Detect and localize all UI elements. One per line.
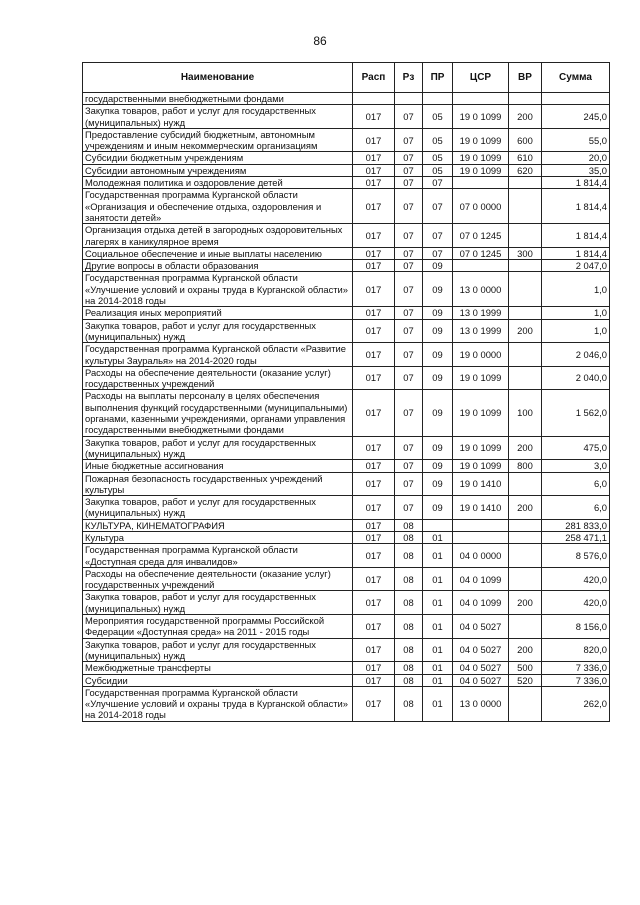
table-row <box>83 164 610 176</box>
cell-name: Субсидии бюджетным учреждениям <box>83 152 353 164</box>
cell-pr: 05 <box>423 128 453 152</box>
cell-pr: 01 <box>423 638 453 662</box>
cell-sum: 1 814,4 <box>542 189 610 224</box>
table-row <box>83 366 610 390</box>
cell-sum: 1,0 <box>542 272 610 307</box>
cell-pr: 07 <box>423 247 453 259</box>
table-row <box>83 189 610 224</box>
cell-pr: 01 <box>423 567 453 591</box>
cell-vr: 300 <box>509 247 542 259</box>
cell-rz: 08 <box>395 674 423 686</box>
cell-rasp: 017 <box>353 472 395 496</box>
cell-pr: 01 <box>423 544 453 568</box>
cell-rasp: 017 <box>353 674 395 686</box>
cell-vr <box>509 343 542 367</box>
cell-csr: 19 0 1410 <box>453 496 509 520</box>
cell-pr: 09 <box>423 319 453 343</box>
cell-rz: 07 <box>395 390 423 436</box>
cell-rz: 08 <box>395 567 423 591</box>
header-csr: ЦСР <box>453 63 509 93</box>
cell-name: Закупка товаров, работ и услуг для государственных (муниципальных) нужд <box>83 591 353 615</box>
cell-rz: 07 <box>395 164 423 176</box>
cell-name: Социальное обеспечение и иные выплаты населению <box>83 247 353 259</box>
table-header-row <box>83 63 610 93</box>
cell-rasp: 017 <box>353 272 395 307</box>
cell-name: Межбюджетные трансферты <box>83 662 353 674</box>
cell-pr: 09 <box>423 390 453 436</box>
cell-name: Закупка товаров, работ и услуг для государственных (муниципальных) нужд <box>83 319 353 343</box>
cell-name: Закупка товаров, работ и услуг для государственных (муниципальных) нужд <box>83 436 353 460</box>
cell-rz <box>395 93 423 105</box>
cell-csr: 04 0 5027 <box>453 674 509 686</box>
table-row <box>83 472 610 496</box>
cell-sum: 6,0 <box>542 496 610 520</box>
cell-name: Государственная программа Курганской области «Улучшение условий и охраны труда в Курганской области» на 2014-2018 годы <box>83 272 353 307</box>
cell-sum: 8 156,0 <box>542 615 610 639</box>
cell-pr: 05 <box>423 152 453 164</box>
cell-vr: 200 <box>509 436 542 460</box>
cell-csr: 19 0 1099 <box>453 152 509 164</box>
table-row <box>83 128 610 152</box>
cell-rz: 08 <box>395 531 423 543</box>
table-row <box>83 272 610 307</box>
budget-table <box>82 62 610 722</box>
cell-pr <box>423 93 453 105</box>
cell-pr <box>423 519 453 531</box>
cell-name: Субсидии автономным учреждениям <box>83 164 353 176</box>
cell-rasp: 017 <box>353 390 395 436</box>
cell-rasp: 017 <box>353 177 395 189</box>
cell-csr <box>453 260 509 272</box>
cell-sum: 7 336,0 <box>542 662 610 674</box>
cell-csr: 19 0 1099 <box>453 436 509 460</box>
table-row <box>83 152 610 164</box>
cell-pr: 01 <box>423 674 453 686</box>
cell-sum: 3,0 <box>542 460 610 472</box>
cell-pr: 01 <box>423 615 453 639</box>
cell-rasp: 017 <box>353 164 395 176</box>
table-row <box>83 247 610 259</box>
cell-rasp: 017 <box>353 224 395 248</box>
cell-name: Мероприятия государственной программы Российской Федерации «Доступная среда» на 2011 - 2015 годы <box>83 615 353 639</box>
cell-csr: 13 0 0000 <box>453 272 509 307</box>
cell-rasp: 017 <box>353 247 395 259</box>
cell-csr: 13 0 1999 <box>453 307 509 319</box>
cell-rz: 07 <box>395 260 423 272</box>
cell-rz: 08 <box>395 686 423 721</box>
cell-rasp: 017 <box>353 531 395 543</box>
header-sum: Сумма <box>542 63 610 93</box>
cell-pr: 09 <box>423 472 453 496</box>
cell-vr: 600 <box>509 128 542 152</box>
cell-name: Государственная программа Курганской области «Развитие культуры Зауралья» на 2014-2020 годы <box>83 343 353 367</box>
cell-vr: 500 <box>509 662 542 674</box>
table-row <box>83 307 610 319</box>
cell-csr: 19 0 1099 <box>453 460 509 472</box>
cell-pr: 09 <box>423 307 453 319</box>
cell-vr: 200 <box>509 319 542 343</box>
cell-csr: 13 0 0000 <box>453 686 509 721</box>
cell-rasp: 017 <box>353 544 395 568</box>
cell-sum: 2 040,0 <box>542 366 610 390</box>
cell-vr <box>509 544 542 568</box>
cell-name: Иные бюджетные ассигнования <box>83 460 353 472</box>
cell-sum: 8 576,0 <box>542 544 610 568</box>
cell-sum: 262,0 <box>542 686 610 721</box>
cell-csr: 19 0 1099 <box>453 390 509 436</box>
cell-csr: 19 0 0000 <box>453 343 509 367</box>
cell-rz: 07 <box>395 152 423 164</box>
table-row <box>83 519 610 531</box>
cell-sum: 1 814,4 <box>542 224 610 248</box>
cell-name: КУЛЬТУРА, КИНЕМАТОГРАФИЯ <box>83 519 353 531</box>
cell-name: Закупка товаров, работ и услуг для государственных (муниципальных) нужд <box>83 496 353 520</box>
cell-csr <box>453 177 509 189</box>
cell-name: Государственная программа Курганской области «Организация и обеспечение отдыха, оздоровления и занятости детей» <box>83 189 353 224</box>
cell-name: Государственная программа Курганской области «Доступная среда для инвалидов» <box>83 544 353 568</box>
cell-rz: 07 <box>395 177 423 189</box>
cell-vr: 200 <box>509 496 542 520</box>
table-row <box>83 319 610 343</box>
cell-sum <box>542 93 610 105</box>
header-name: Наименование <box>83 63 353 93</box>
cell-name: Культура <box>83 531 353 543</box>
cell-pr: 05 <box>423 105 453 129</box>
cell-sum: 20,0 <box>542 152 610 164</box>
table-row <box>83 567 610 591</box>
cell-rz: 07 <box>395 472 423 496</box>
cell-csr <box>453 519 509 531</box>
cell-pr: 01 <box>423 662 453 674</box>
cell-rz: 08 <box>395 638 423 662</box>
cell-sum: 2 046,0 <box>542 343 610 367</box>
cell-rasp: 017 <box>353 686 395 721</box>
cell-rz: 07 <box>395 105 423 129</box>
cell-vr: 200 <box>509 105 542 129</box>
table-row <box>83 496 610 520</box>
cell-rasp: 017 <box>353 567 395 591</box>
cell-csr <box>453 93 509 105</box>
cell-vr <box>509 531 542 543</box>
cell-rasp: 017 <box>353 436 395 460</box>
cell-sum: 1 814,4 <box>542 177 610 189</box>
cell-vr: 620 <box>509 164 542 176</box>
cell-pr: 09 <box>423 272 453 307</box>
table-row <box>83 460 610 472</box>
cell-rasp: 017 <box>353 615 395 639</box>
cell-name: Молодежная политика и оздоровление детей <box>83 177 353 189</box>
cell-csr: 19 0 1099 <box>453 128 509 152</box>
cell-pr: 09 <box>423 496 453 520</box>
cell-rz: 08 <box>395 544 423 568</box>
cell-sum: 820,0 <box>542 638 610 662</box>
cell-name: Закупка товаров, работ и услуг для государственных (муниципальных) нужд <box>83 105 353 129</box>
cell-sum: 420,0 <box>542 567 610 591</box>
cell-rz: 07 <box>395 224 423 248</box>
cell-name: Субсидии <box>83 674 353 686</box>
cell-csr: 19 0 1099 <box>453 366 509 390</box>
cell-rz: 07 <box>395 189 423 224</box>
table-row <box>83 105 610 129</box>
cell-vr <box>509 177 542 189</box>
cell-rz: 07 <box>395 247 423 259</box>
cell-sum: 475,0 <box>542 436 610 460</box>
cell-pr: 07 <box>423 189 453 224</box>
table-row <box>83 343 610 367</box>
header-pr: ПР <box>423 63 453 93</box>
cell-rasp: 017 <box>353 638 395 662</box>
cell-rasp: 017 <box>353 189 395 224</box>
cell-rz: 08 <box>395 662 423 674</box>
cell-name: Расходы на обеспечение деятельности (оказание услуг) государственных учреждений <box>83 366 353 390</box>
cell-pr: 09 <box>423 460 453 472</box>
cell-vr: 520 <box>509 674 542 686</box>
cell-csr: 04 0 5027 <box>453 662 509 674</box>
cell-vr <box>509 189 542 224</box>
cell-rz: 08 <box>395 591 423 615</box>
table-row <box>83 674 610 686</box>
cell-vr <box>509 307 542 319</box>
cell-csr: 19 0 1099 <box>453 164 509 176</box>
cell-vr <box>509 224 542 248</box>
cell-csr: 04 0 0000 <box>453 544 509 568</box>
cell-rasp: 017 <box>353 319 395 343</box>
header-vr: ВР <box>509 63 542 93</box>
cell-rasp: 017 <box>353 343 395 367</box>
cell-sum: 55,0 <box>542 128 610 152</box>
cell-csr: 04 0 1099 <box>453 591 509 615</box>
cell-sum: 6,0 <box>542 472 610 496</box>
cell-pr: 09 <box>423 260 453 272</box>
table-row <box>83 544 610 568</box>
cell-name: Другие вопросы в области образования <box>83 260 353 272</box>
cell-vr <box>509 567 542 591</box>
cell-sum: 420,0 <box>542 591 610 615</box>
cell-name: Организация отдыха детей в загородных оздоровительных лагерях в каникулярное время <box>83 224 353 248</box>
cell-sum: 1 814,4 <box>542 247 610 259</box>
table-row <box>83 615 610 639</box>
cell-vr <box>509 272 542 307</box>
cell-rz: 08 <box>395 615 423 639</box>
cell-rz: 07 <box>395 128 423 152</box>
cell-rasp: 017 <box>353 105 395 129</box>
page-number: 86 <box>313 34 327 48</box>
cell-pr: 07 <box>423 224 453 248</box>
cell-csr: 04 0 1099 <box>453 567 509 591</box>
cell-csr: 07 0 1245 <box>453 224 509 248</box>
cell-rasp: 017 <box>353 496 395 520</box>
table-row <box>83 638 610 662</box>
cell-vr <box>509 519 542 531</box>
cell-rasp <box>353 93 395 105</box>
cell-name: Расходы на обеспечение деятельности (оказание услуг) государственных учреждений <box>83 567 353 591</box>
cell-name: Закупка товаров, работ и услуг для государственных (муниципальных) нужд <box>83 638 353 662</box>
table-row <box>83 686 610 721</box>
cell-rz: 07 <box>395 307 423 319</box>
cell-sum: 7 336,0 <box>542 674 610 686</box>
cell-name: государственными внебюджетными фондами <box>83 93 353 105</box>
cell-sum: 1,0 <box>542 319 610 343</box>
cell-pr: 09 <box>423 366 453 390</box>
cell-vr: 610 <box>509 152 542 164</box>
cell-rasp: 017 <box>353 519 395 531</box>
table-row <box>83 531 610 543</box>
table-row <box>83 662 610 674</box>
table-row <box>83 177 610 189</box>
cell-vr <box>509 366 542 390</box>
cell-csr: 04 0 5027 <box>453 638 509 662</box>
cell-rasp: 017 <box>353 591 395 615</box>
cell-sum: 2 047,0 <box>542 260 610 272</box>
cell-name: Реализация иных мероприятий <box>83 307 353 319</box>
cell-pr: 09 <box>423 343 453 367</box>
cell-rasp: 017 <box>353 307 395 319</box>
header-rasp: Расп <box>353 63 395 93</box>
cell-rasp: 017 <box>353 260 395 272</box>
cell-rasp: 017 <box>353 152 395 164</box>
cell-vr: 800 <box>509 460 542 472</box>
table-row <box>83 591 610 615</box>
cell-rz: 07 <box>395 460 423 472</box>
cell-csr: 07 0 1245 <box>453 247 509 259</box>
table-row <box>83 390 610 436</box>
cell-sum: 258 471,1 <box>542 531 610 543</box>
cell-name: Пожарная безопасность государственных учреждений культуры <box>83 472 353 496</box>
cell-rz: 07 <box>395 436 423 460</box>
cell-pr: 07 <box>423 177 453 189</box>
cell-rasp: 017 <box>353 128 395 152</box>
cell-csr: 13 0 1999 <box>453 319 509 343</box>
cell-vr <box>509 686 542 721</box>
cell-rasp: 017 <box>353 366 395 390</box>
cell-csr: 04 0 5027 <box>453 615 509 639</box>
cell-vr <box>509 472 542 496</box>
cell-sum: 1,0 <box>542 307 610 319</box>
cell-name: Расходы на выплаты персоналу в целях обеспечения выполнения функций государственными (муниципальными) органами, казенными учреждениями, органами управления государственными внебюджетными фондами <box>83 390 353 436</box>
cell-rz: 07 <box>395 272 423 307</box>
cell-rasp: 017 <box>353 662 395 674</box>
cell-vr <box>509 615 542 639</box>
cell-pr: 01 <box>423 531 453 543</box>
cell-rz: 07 <box>395 343 423 367</box>
table-row <box>83 224 610 248</box>
cell-name: Государственная программа Курганской области «Улучшение условий и охраны труда в Курганской области» на 2014-2018 годы <box>83 686 353 721</box>
cell-sum: 245,0 <box>542 105 610 129</box>
cell-vr <box>509 93 542 105</box>
table-row <box>83 436 610 460</box>
table-row <box>83 93 610 105</box>
cell-sum: 281 833,0 <box>542 519 610 531</box>
header-rz: Рз <box>395 63 423 93</box>
cell-rz: 07 <box>395 496 423 520</box>
cell-name: Предоставление субсидий бюджетным, автономным учреждениям и иным некоммерческим организациям <box>83 128 353 152</box>
cell-vr: 100 <box>509 390 542 436</box>
cell-csr: 07 0 0000 <box>453 189 509 224</box>
cell-csr: 19 0 1099 <box>453 105 509 129</box>
cell-pr: 01 <box>423 686 453 721</box>
cell-rz: 08 <box>395 519 423 531</box>
cell-rasp: 017 <box>353 460 395 472</box>
cell-sum: 35,0 <box>542 164 610 176</box>
cell-vr: 200 <box>509 638 542 662</box>
cell-rz: 07 <box>395 319 423 343</box>
cell-pr: 01 <box>423 591 453 615</box>
cell-csr: 19 0 1410 <box>453 472 509 496</box>
table-row <box>83 260 610 272</box>
cell-csr <box>453 531 509 543</box>
cell-pr: 05 <box>423 164 453 176</box>
cell-vr <box>509 260 542 272</box>
cell-pr: 09 <box>423 436 453 460</box>
cell-sum: 1 562,0 <box>542 390 610 436</box>
cell-rz: 07 <box>395 366 423 390</box>
cell-vr: 200 <box>509 591 542 615</box>
